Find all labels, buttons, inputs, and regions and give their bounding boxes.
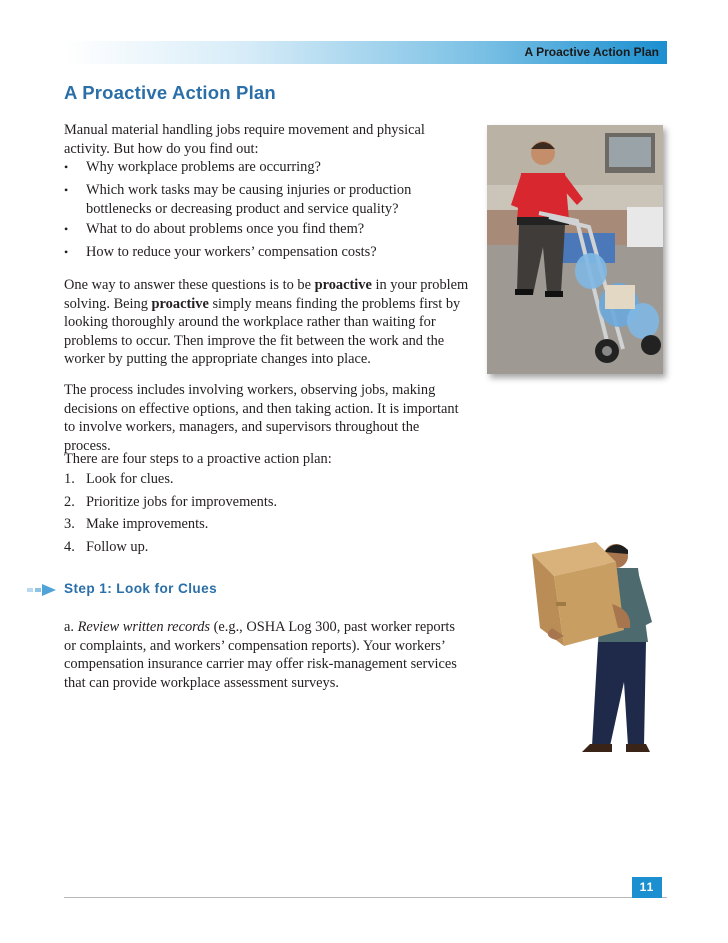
page-title: A Proactive Action Plan bbox=[64, 82, 276, 103]
step-item bbox=[64, 538, 277, 561]
step-number: 4. bbox=[64, 538, 75, 555]
step-number: 3. bbox=[64, 516, 75, 533]
process-paragraph: The process includes involving workers, observing jobs, making decisions on effective options, and then taking action. It is important to involve workers, managers, and supervisors throughout the process. bbox=[64, 382, 459, 454]
step-text: Prioritize jobs for improvements. bbox=[86, 493, 278, 510]
question-item: • How to reduce your workers’ compensation costs? bbox=[64, 243, 424, 266]
review-paragraph bbox=[64, 618, 469, 692]
step-item bbox=[64, 515, 277, 538]
arrow-icon bbox=[27, 583, 57, 597]
question-item: • Why workplace problems are occurring? bbox=[64, 158, 424, 181]
steps-intro: There are four steps to a proactive action plan: bbox=[64, 451, 332, 467]
step-text: Follow up. bbox=[86, 538, 149, 555]
intro-paragraph: Manual material handling jobs require movement and physical activity. But how do you find out: bbox=[64, 122, 425, 157]
steps-list bbox=[64, 470, 277, 560]
header-bar bbox=[64, 41, 667, 64]
step-number: 1. bbox=[64, 471, 75, 487]
carrying-box-photo bbox=[512, 532, 660, 764]
page-number: 11 bbox=[632, 877, 662, 898]
bold-term: proactive bbox=[314, 277, 372, 293]
text-run: in your problem solving. Being bbox=[64, 277, 469, 312]
bold-term: proactive bbox=[151, 295, 209, 312]
step-number: 2. bbox=[64, 493, 75, 510]
hand-truck-photo bbox=[487, 125, 663, 374]
step-text: Make improvements. bbox=[86, 516, 209, 533]
footer-rule bbox=[64, 897, 667, 898]
proactive-paragraph bbox=[64, 276, 469, 369]
step-item bbox=[64, 470, 277, 493]
italic-term: Review written records bbox=[77, 619, 211, 635]
question-item: • Which work tasks may be causing injuries or production bottlenecks or decreasing product and service quality? bbox=[64, 181, 424, 220]
text-run: (e.g., OSHA Log 300, past worker reports or complaints, and workers’ compensation reports). Your workers’ compensation insurance carrier may offer risk-management services that can provide workplace assessment surveys. bbox=[64, 619, 457, 691]
step-text: Look for clues. bbox=[86, 471, 174, 487]
step-item bbox=[64, 493, 277, 516]
question-list bbox=[64, 158, 424, 266]
text-run: simply means finding the problems first by looking thoroughly around the workplace rather than waiting for problems to occur. Then improve the fit between the work and the worker by putting the appropriate changes into place. bbox=[64, 295, 461, 367]
text-run: One way to answer these questions is to be bbox=[64, 277, 315, 293]
running-header: A Proactive Action Plan bbox=[524, 45, 659, 59]
text-run: a. bbox=[64, 619, 78, 635]
step-heading: Step 1: Look for Clues bbox=[64, 581, 218, 596]
question-item: • What to do about problems once you find them? bbox=[64, 220, 424, 243]
